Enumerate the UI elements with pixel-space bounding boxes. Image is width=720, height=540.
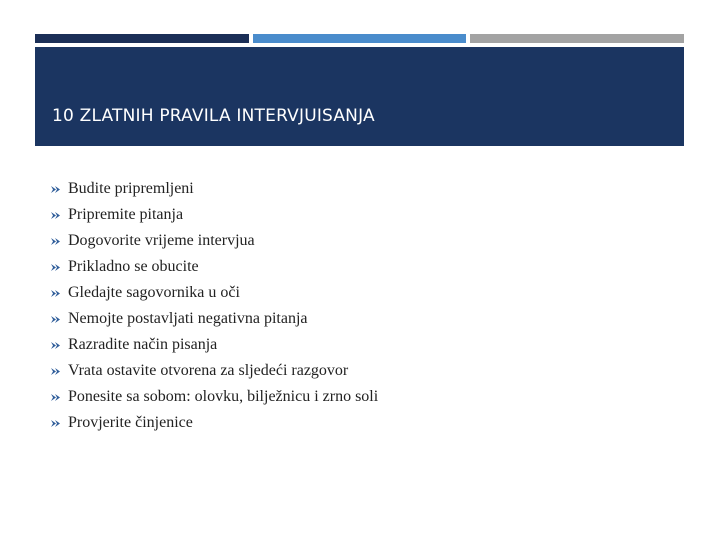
bullet-list (50, 176, 378, 436)
bullet-text: Pripremite pitanja (68, 206, 184, 223)
arrow-bullet-icon (50, 418, 61, 429)
bullet-text: Razradite način pisanja (68, 336, 218, 353)
bullet-text: Gledajte sagovornika u oči (68, 284, 240, 301)
bullet-item (50, 280, 378, 306)
bullet-item (50, 358, 378, 384)
accent-bar-blue (253, 34, 466, 43)
arrow-bullet-icon (50, 288, 61, 299)
bullet-item (50, 202, 378, 228)
accent-bar-dark (35, 34, 249, 43)
bullet-text: Dogovorite vrijeme intervjua (68, 232, 255, 249)
arrow-bullet-icon (50, 366, 61, 377)
title-band (35, 47, 684, 146)
accent-bar-gray (470, 34, 684, 43)
bullet-text: Ponesite sa sobom: olovku, bilježnicu i zrno soli (68, 388, 379, 405)
bullet-text: Vrata ostavite otvorena za sljedeći razgovor (68, 362, 349, 379)
arrow-bullet-icon (50, 340, 61, 351)
bullet-text: Nemojte postavljati negativna pitanja (68, 310, 308, 327)
bullet-item (50, 228, 378, 254)
arrow-bullet-icon (50, 392, 61, 403)
bullet-text: Prikladno se obucite (68, 258, 199, 275)
bullet-item (50, 306, 378, 332)
bullet-item (50, 384, 378, 410)
arrow-bullet-icon (50, 262, 61, 273)
arrow-bullet-icon (50, 314, 61, 325)
slide-title: 10 ZLATNIH PRAVILA INTERVJUISANJA (52, 106, 375, 126)
bullet-item (50, 176, 378, 202)
bullet-item (50, 254, 378, 280)
arrow-bullet-icon (50, 210, 61, 221)
bullet-item (50, 410, 378, 436)
arrow-bullet-icon (50, 236, 61, 247)
bullet-text: Provjerite činjenice (68, 414, 193, 431)
arrow-bullet-icon (50, 184, 61, 195)
bullet-item (50, 332, 378, 358)
bullet-text: Budite pripremljeni (68, 180, 194, 197)
